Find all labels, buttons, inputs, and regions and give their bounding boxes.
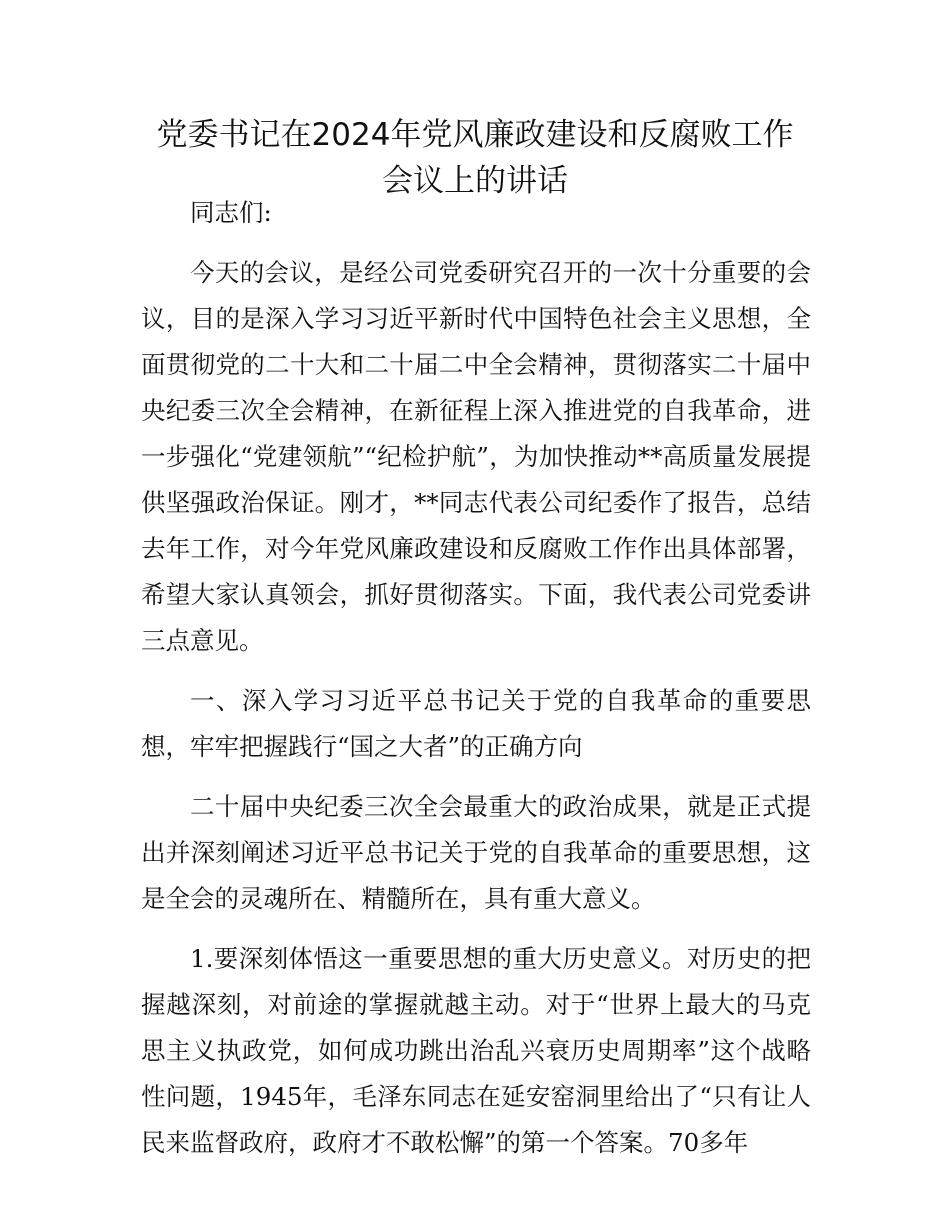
section-heading-1: 一、深入学习习近平总书记关于党的自我革命的重要思想，牢牢把握践行“国之大者”的正确方向: [141, 686, 811, 761]
document-title-line-1: 党委书记在2024年党风廉政建设和反腐败工作: [156, 117, 794, 153]
greeting-paragraph: 同志们:: [190, 198, 272, 227]
intro-paragraph: 今天的会议，是经公司党委研究召开的一次十分重要的会议，目的是深入学习习近平新时代中国特色社会主义思想，全面贯彻党的二十大和二十届二中全会精神，贯彻落实二十届中央纪委三次全会精神，在新征程上深入推进党的自我革命，进一步强化“党建领航”“纪检护航”，为加快推动**高质量发展提供坚强政治保证。刚才，**同志代表公司纪委作了报告，总结去年工作，对今年党风廉政建设和反腐败工作作出具体部署，希望大家认真领会，抓好贯彻落实。下面，我代表公司党委讲三点意见。: [141, 258, 811, 655]
section-1-paragraph: 二十届中央纪委三次全会最重大的政治成果，就是正式提出并深刻阐述习近平总书记关于党的自我革命的重要思想，这是全会的灵魂所在、精髓所在，具有重大意义。: [141, 792, 811, 913]
document-title-line-2: 会议上的讲话: [382, 163, 568, 199]
document-body: [141, 188, 811, 1166]
subsection-1-paragraph: 1.要深刻体悟这一重要思想的重大历史意义。对历史的把握越深刻，对前途的掌握就越主动。对于“世界上最大的马克思主义执政党，如何成功跳出治乱兴衰历史周期率”这个战略性问题，1945年，毛泽东同志在延安窑洞里给出了“只有让人民来监督政府，政府才不敢松懈”的第一个答案。70多年: [141, 944, 811, 1157]
